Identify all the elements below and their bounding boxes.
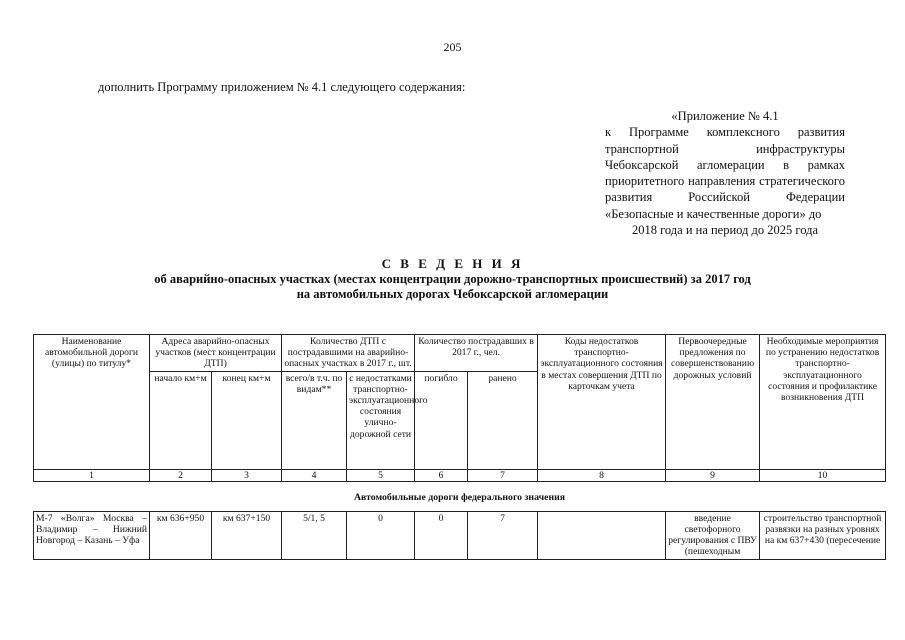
cell-killed: 0	[415, 511, 468, 559]
header-start: начало км+м	[150, 371, 212, 469]
cell-injured: 7	[468, 511, 538, 559]
intro-text: дополнить Программу приложением № 4.1 следующего содержания:	[98, 80, 466, 94]
cell-codes	[538, 511, 666, 559]
column-number: 5	[347, 469, 415, 481]
cell-total: 5/1, 5	[282, 511, 347, 559]
appendix-block	[605, 108, 845, 238]
header-row-1	[34, 335, 886, 372]
column-number: 3	[212, 469, 282, 481]
cell-road: М-7 «Волга» Москва – Владимир – Нижний Новгород – Казань – Уфа	[34, 511, 150, 559]
cell-end: км 637+150	[212, 511, 282, 559]
section-title: Автомобильные дороги федерального значения	[34, 481, 886, 511]
appendix-title: «Приложение № 4.1	[671, 109, 779, 123]
header-victims: Количество пострадавших в 2017 г., чел.	[415, 335, 538, 372]
header-road-name: Наименование автомобильной дороги (улицы) по титулу*	[34, 335, 150, 470]
column-number: 7	[468, 469, 538, 481]
header-end: конец км+м	[212, 371, 282, 469]
document-heading	[0, 255, 905, 302]
header-injured: ранено	[468, 371, 538, 469]
data-table	[33, 334, 886, 560]
appendix-last-line: 2018 года и на период до 2025 года	[631, 223, 819, 238]
heading-line-2: на автомобильных дорогах Чебоксарской агломерации	[296, 287, 609, 301]
column-number: 10	[760, 469, 886, 481]
page-number: 205	[443, 40, 462, 54]
header-dtp-count: Количество ДТП с пострадавшими на аварийно-опасных участках в 2017 г., шт.	[282, 335, 415, 372]
cell-start: км 636+950	[150, 511, 212, 559]
heading-title: С В Е Д Е Н И Я	[381, 256, 524, 271]
header-killed: погибло	[415, 371, 468, 469]
column-number: 2	[150, 469, 212, 481]
heading-line-1: об аварийно-опасных участках (местах концентрации дорожно-транспортных происшествий) за 2017 год	[154, 272, 751, 286]
header-addresses: Адреса аварийно-опасных участков (мест концентрации ДТП)	[150, 335, 282, 372]
header-total-by-type: всего/в т.ч. по видам**	[282, 371, 347, 469]
header-with-defects: с недостатками транспортно-эксплуатационного состояния улично-дорожной сети	[347, 371, 415, 469]
column-number: 9	[666, 469, 760, 481]
appendix-body: к Программе комплексного развития транспортной инфраструктуры Чебоксарской агломерации в рамках приоритетного направления стратегического развития Российской Федерации «Безопасные и качественные дороги» до	[605, 125, 845, 221]
table-row	[34, 511, 886, 559]
section-row	[34, 481, 886, 511]
column-number: 6	[415, 469, 468, 481]
header-defect-codes: Коды недостатков транспортно-эксплуатационного состояния в местах совершения ДТП по карточкам учета	[538, 335, 666, 470]
cell-priority: введение светофорного регулирования с ПВУ (пешеходным	[666, 511, 760, 559]
column-number-row	[34, 469, 886, 481]
column-number: 4	[282, 469, 347, 481]
header-measures: Необходимые мероприятия по устранению недостатков транспортно-эксплуатационного состояния и профилактике возникновения ДТП	[760, 335, 886, 470]
header-priority: Первоочередные предложения по совершенствованию дорожных условий	[666, 335, 760, 470]
column-number: 1	[34, 469, 150, 481]
cell-measures: строительство транспортной развязки на разных уровнях на км 637+430 (пересечение	[760, 511, 886, 559]
column-number: 8	[538, 469, 666, 481]
cell-with-defects: 0	[347, 511, 415, 559]
